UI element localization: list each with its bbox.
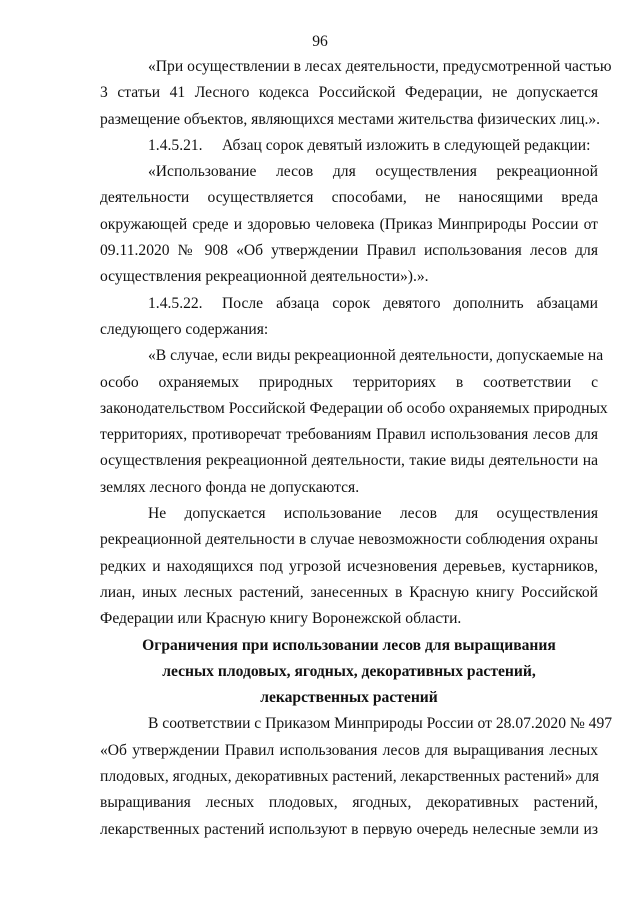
text-line: территориях, противоречат требованиям Правил использования лесов для [100, 426, 598, 444]
heading-line: Ограничения при использовании лесов для выращивания [142, 636, 556, 654]
text-line: «При осуществлении в лесах деятельности, предусмотренной частью [148, 58, 612, 75]
text-line: землях лесного фонда не допускаются. [100, 478, 360, 496]
text-line: осуществления рекреационной деятельности»).». [100, 268, 429, 286]
paragraph-cultivation [100, 711, 613, 842]
text-line: осуществления рекреационной деятельности, такие виды деятельности на [100, 452, 598, 470]
text-line: рекреационной деятельности в случае невозможности соблюдения охраны [100, 531, 598, 549]
text-line: лиан, иных лесных растений, занесенных в Красную книгу Российской [100, 583, 598, 601]
text-line: В соответствии с Приказом Минприроды России от 28.07.2020 № 497 [148, 715, 613, 733]
text-line: выращивания лесных плодовых, ягодных, декоративных растений, [100, 794, 598, 812]
text-line: 3 статьи 41 Лесного кодекса Российской Федерации, не допускается [100, 84, 598, 102]
text-line: плодовых, ягодных, декоративных растений, лекарственных растений» для [100, 768, 600, 786]
heading-line: лесных плодовых, ягодных, декоративных растений, [162, 662, 536, 680]
heading-line: лекарственных растений [260, 689, 438, 707]
clause-1-4-5-22 [100, 291, 598, 344]
clause-1-4-5-21 [100, 133, 598, 159]
paragraph-forest-activity [100, 54, 612, 133]
clause-number: 1.4.5.21. [148, 136, 203, 154]
text-line [100, 291, 598, 317]
paragraph-red-book [100, 501, 598, 632]
document-body [100, 54, 613, 843]
text-line: Не допускается использование лесов для осуществления [148, 505, 598, 523]
text-line: «В случае, если виды рекреационной деятельности, допускаемые на [148, 347, 604, 365]
text-line: Федерации или Красную книгу Воронежской области. [100, 610, 462, 628]
section-heading [100, 633, 598, 712]
text-line: 09.11.2020 № 908 «Об утверждении Правил использования лесов для [100, 242, 598, 260]
paragraph-protected-territories [100, 343, 608, 501]
text-line: размещение объектов, являющихся местами жительства физических лиц.». [100, 110, 601, 128]
clause-text: Абзац сорок девятый изложить в следующей редакции: [222, 136, 591, 154]
clause-number: 1.4.5.22. [148, 294, 203, 312]
text-line: деятельности осуществляется способами, не наносящими вреда [100, 189, 598, 207]
text-line: окружающей среде и здоровью человека (Приказ Минприроды России от [100, 215, 598, 233]
page-number: 96 [312, 33, 328, 50]
paragraph-recreational-use [100, 159, 598, 290]
text-line: особо охраняемых природных территориях в соответствии с [100, 373, 598, 391]
clause-text: После абзаца сорок девятого дополнить абзацами [222, 294, 598, 312]
text-line: редких и находящихся под угрозой исчезновения деревьев, кустарников, [100, 557, 598, 575]
text-line: «Об утверждении Правил использования лесов для выращивания лесных [100, 741, 598, 759]
text-line: «Использование лесов для осуществления рекреационной [148, 163, 598, 181]
text-line: следующего содержания: [100, 320, 269, 338]
text-line: лекарственных растений используют в первую очередь нелесные земли из [100, 820, 598, 838]
text-line: законодательством Российской Федерации об особо охраняемых природных [100, 399, 608, 417]
